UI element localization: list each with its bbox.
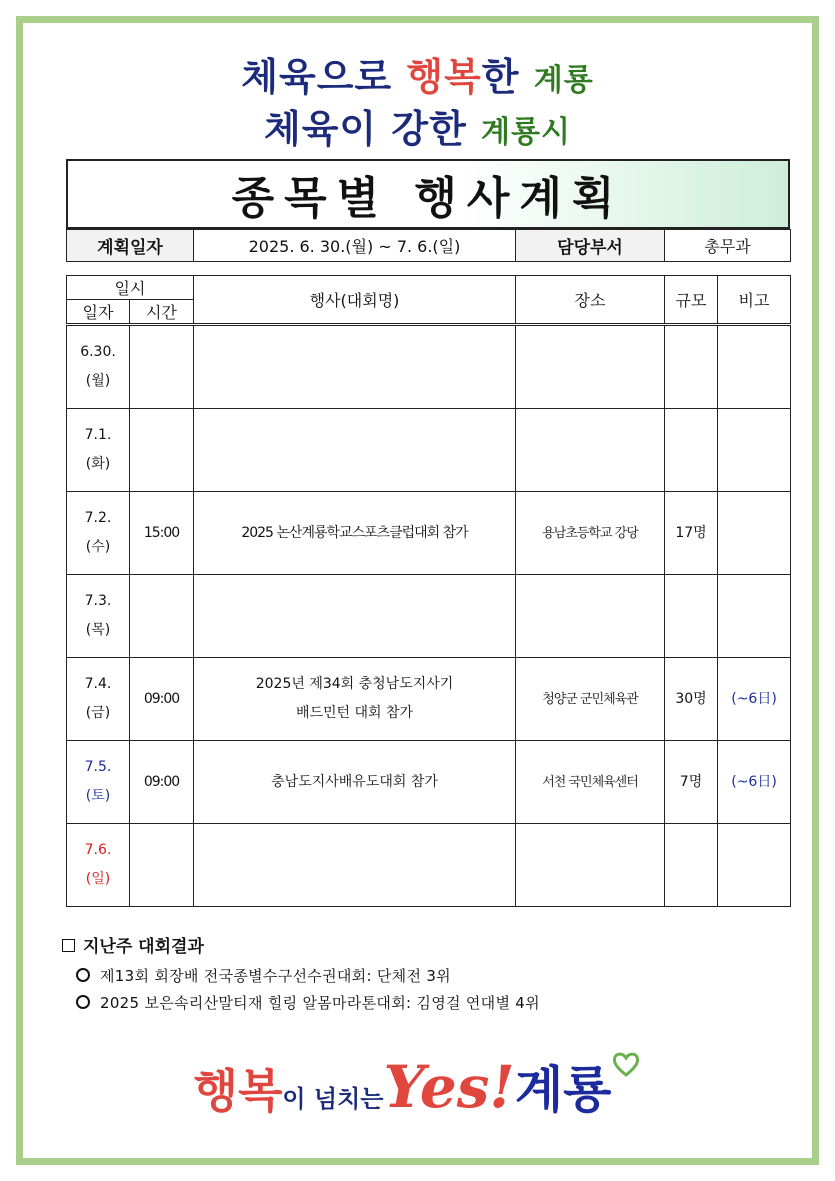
place-cell	[516, 824, 665, 907]
result-item	[76, 965, 782, 986]
time-cell: 09:00	[130, 741, 194, 824]
footer-word: Yes!	[383, 1053, 515, 1121]
title-box	[66, 159, 790, 229]
scale-cell: 30명	[665, 658, 718, 741]
info-table	[66, 229, 791, 262]
results-heading-text: 지난주 대회결과	[83, 937, 204, 957]
event-cell: 2025 논산계룡학교스포츠클럽대회 참가	[194, 492, 516, 575]
place-cell	[516, 409, 665, 492]
event-cell	[194, 824, 516, 907]
header-date: 일자	[67, 300, 130, 325]
time-cell	[130, 575, 194, 658]
place-cell: 서천 국민체육센터	[516, 741, 665, 824]
event-cell	[194, 575, 516, 658]
scale-cell: 17명	[665, 492, 718, 575]
slogan-word: 계룡시	[481, 115, 571, 150]
time-cell	[130, 409, 194, 492]
place-cell	[516, 325, 665, 409]
slogan-line-2	[0, 98, 835, 153]
scale-cell	[665, 824, 718, 907]
slogan-word: 체육	[264, 107, 340, 151]
table-row	[67, 575, 791, 658]
result-item-text: 2025 보은속리산말티재 힐링 알몸마라톤대회: 김영걸 연대별 4위	[100, 994, 540, 1012]
date-cell: 7.4. (금)	[67, 658, 130, 741]
slogan-line-1	[0, 46, 835, 101]
scale-cell	[665, 575, 718, 658]
table-row	[67, 492, 791, 575]
circle-bullet-icon	[76, 968, 90, 982]
dept-label: 담당부서	[516, 230, 665, 262]
date-cell: 7.5. (토)	[67, 741, 130, 824]
results-section	[62, 932, 782, 1013]
scale-cell	[665, 325, 718, 409]
result-item	[76, 992, 782, 1013]
plan-date-label: 계획일자	[67, 230, 194, 262]
note-cell: (~6日)	[718, 741, 791, 824]
note-cell	[718, 325, 791, 409]
table-row	[67, 325, 791, 409]
header-scale: 규모	[665, 276, 718, 325]
result-item-text: 제13회 회장배 전국종별수구선수권대회: 단체전 3위	[100, 967, 451, 985]
plan-date-value: 2025. 6. 30.(월) ~ 7. 6.(일)	[194, 230, 516, 262]
event-cell: 충남도지사배유도대회 참가	[194, 741, 516, 824]
event-cell	[194, 409, 516, 492]
time-cell	[130, 325, 194, 409]
results-heading	[62, 932, 782, 957]
schedule-table	[66, 275, 791, 907]
page-title: 종목별 행사계획	[231, 173, 625, 224]
date-cell: 7.6. (일)	[67, 824, 130, 907]
event-cell	[194, 325, 516, 409]
header-place: 장소	[516, 276, 665, 325]
table-row	[67, 824, 791, 907]
table-row	[67, 409, 791, 492]
footer-word: 행복	[193, 1064, 283, 1118]
place-cell: 용남초등학교 강당	[516, 492, 665, 575]
place-cell	[516, 575, 665, 658]
date-cell: 7.2. (수)	[67, 492, 130, 575]
scale-cell	[665, 409, 718, 492]
header-time: 시간	[130, 300, 194, 325]
footer-word: 계룡	[514, 1061, 612, 1119]
header-note: 비고	[718, 276, 791, 325]
header-event: 행사(대회명)	[194, 276, 516, 325]
place-cell: 청양군 군민체육관	[516, 658, 665, 741]
time-cell	[130, 824, 194, 907]
event-cell: 2025년 제34회 충청남도지사기 배드민턴 대회 참가	[194, 658, 516, 741]
table-row	[67, 658, 791, 741]
date-cell: 6.30. (월)	[67, 325, 130, 409]
slogan-word: 행복	[406, 55, 482, 99]
time-cell: 15:00	[130, 492, 194, 575]
time-cell: 09:00	[130, 658, 194, 741]
slogan-word: 이	[339, 107, 392, 151]
table-row	[67, 741, 791, 824]
note-cell	[718, 575, 791, 658]
note-cell	[718, 492, 791, 575]
dept-value: 총무과	[665, 230, 791, 262]
slogan-word: 체육	[241, 55, 317, 99]
checkbox-square-icon	[62, 939, 75, 952]
slogan-word: 강한	[391, 107, 482, 151]
header-datetime: 일시	[67, 276, 194, 300]
slogan-word: 으로	[316, 55, 407, 99]
note-cell	[718, 824, 791, 907]
date-cell: 7.3. (목)	[67, 575, 130, 658]
slogan-word: 계룡	[533, 63, 594, 98]
heart-icon	[611, 1050, 641, 1078]
circle-bullet-icon	[76, 995, 90, 1009]
note-cell: (~6日)	[718, 658, 791, 741]
scale-cell: 7명	[665, 741, 718, 824]
note-cell	[718, 409, 791, 492]
footer-word: 이 넘치는	[282, 1085, 384, 1113]
date-cell: 7.1. (화)	[67, 409, 130, 492]
footer-slogan	[0, 1050, 835, 1122]
slogan-word: 한	[481, 55, 534, 99]
